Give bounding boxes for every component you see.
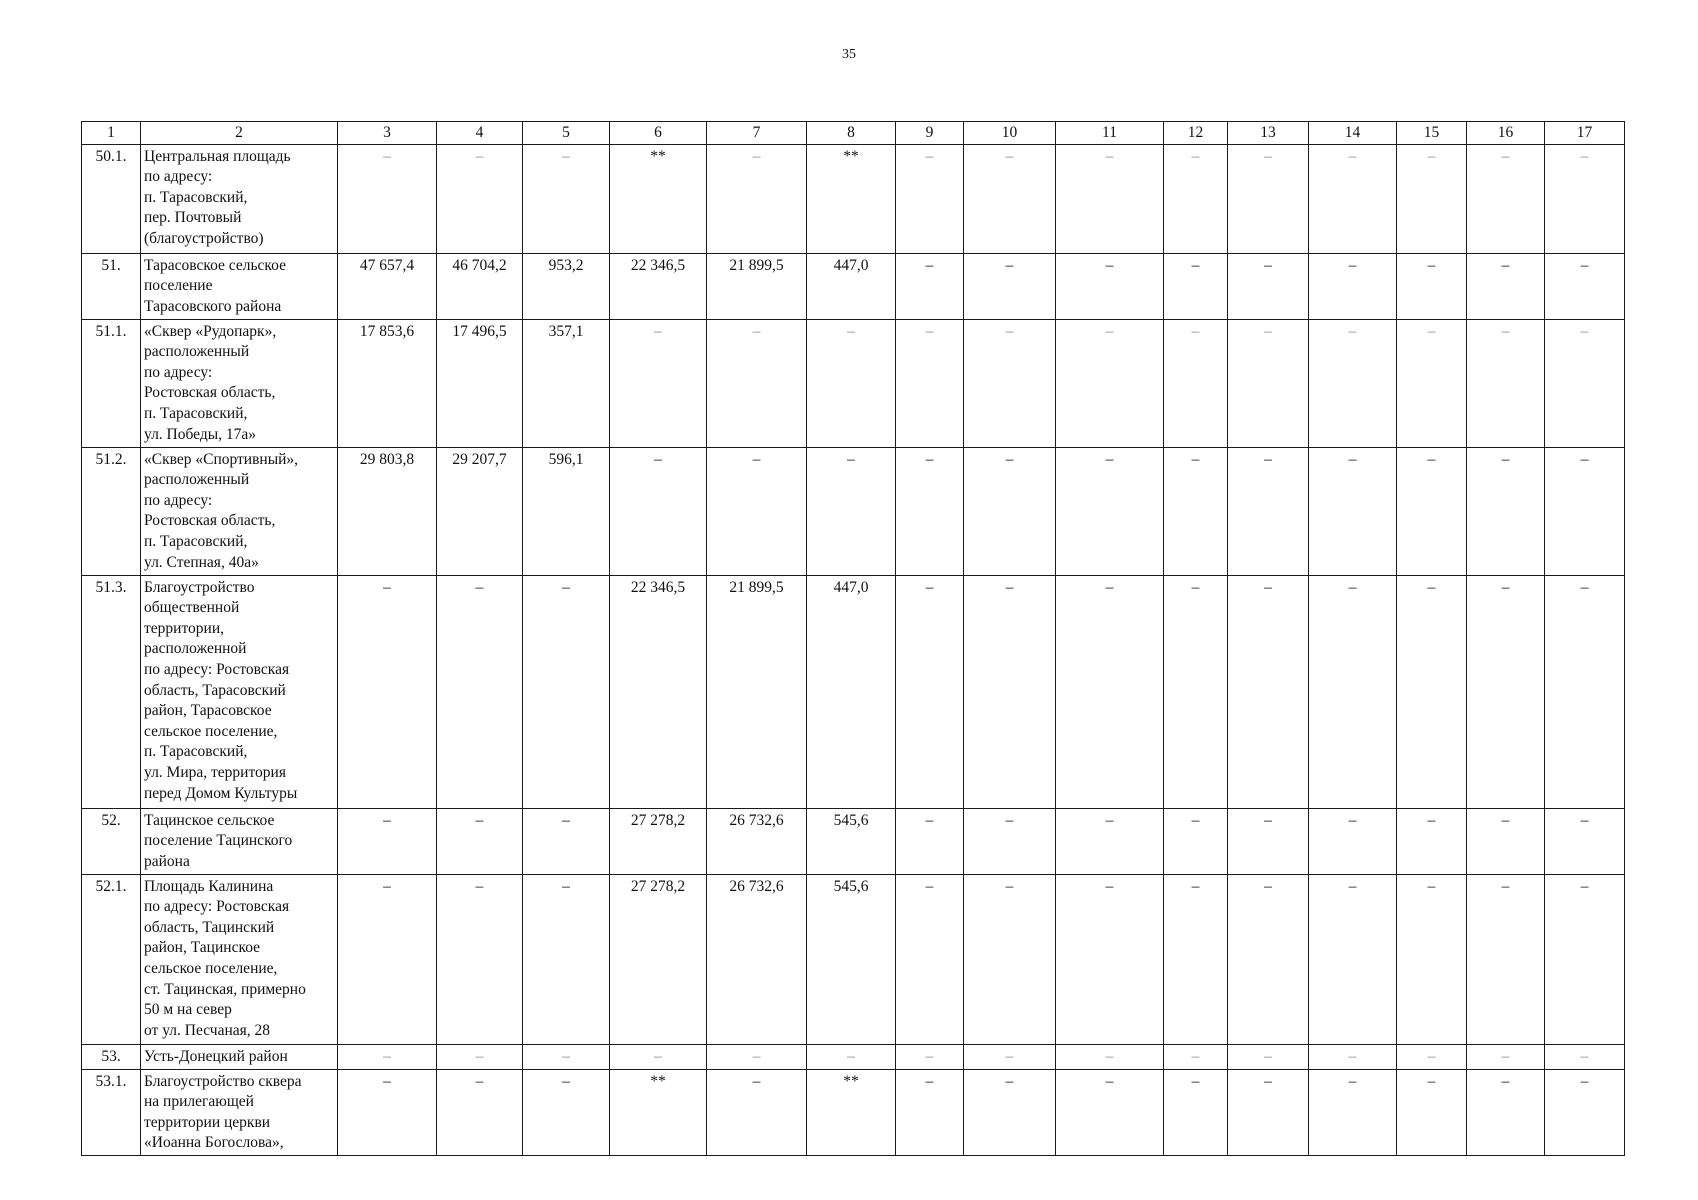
- value-cell: 26 732,6: [707, 874, 807, 1044]
- value-cell: 17 853,6: [338, 319, 437, 447]
- value-cell: –: [1056, 319, 1164, 447]
- value-cell: –: [1228, 874, 1309, 1044]
- value-cell: 26 732,6: [707, 808, 807, 874]
- object-name-line: район, Тарасовское: [144, 702, 272, 720]
- table-row: [82, 319, 1625, 447]
- table-row: [82, 1044, 1625, 1069]
- value-cell: –: [1397, 1069, 1467, 1155]
- value-cell: –: [1397, 144, 1467, 253]
- value-cell: –: [1228, 319, 1309, 447]
- table-row: [82, 1069, 1625, 1155]
- value-cell: –: [707, 1069, 807, 1155]
- object-name-line: сельское поселение,: [144, 959, 278, 977]
- object-name-line: перед Домом Культуры: [144, 784, 298, 802]
- object-name-line: по адресу: Ростовская: [144, 660, 290, 678]
- table-row: [82, 874, 1625, 1044]
- value-cell: –: [1545, 253, 1625, 319]
- value-cell: 29 207,7: [437, 447, 523, 575]
- object-name-line: ул. Степная, 40а»: [144, 553, 259, 571]
- row-number-cell: 53.: [82, 1044, 141, 1069]
- table-row: [82, 253, 1625, 319]
- value-cell: –: [1467, 1044, 1545, 1069]
- value-cell: –: [1164, 253, 1228, 319]
- object-name-line: Центральная площадь: [144, 147, 291, 165]
- header-cell: 7: [707, 122, 807, 145]
- value-cell: 47 657,4: [338, 253, 437, 319]
- object-name-line: общественной: [144, 599, 240, 617]
- value-cell: –: [1545, 144, 1625, 253]
- header-cell: 6: [610, 122, 707, 145]
- value-cell: –: [1545, 575, 1625, 808]
- object-name-line: района: [144, 852, 190, 870]
- value-cell: 21 899,5: [707, 575, 807, 808]
- value-cell: –: [1467, 1069, 1545, 1155]
- value-cell: –: [338, 575, 437, 808]
- object-name-line: Усть-Донецкий район: [144, 1047, 288, 1065]
- value-cell: –: [707, 319, 807, 447]
- table-row: [82, 144, 1625, 253]
- value-cell: –: [1467, 447, 1545, 575]
- value-cell: –: [1309, 1044, 1397, 1069]
- value-cell: 22 346,5: [610, 253, 707, 319]
- value-cell: –: [896, 447, 964, 575]
- object-name-line: по адресу:: [144, 168, 213, 186]
- value-cell: –: [1467, 874, 1545, 1044]
- value-cell: **: [807, 144, 896, 253]
- value-cell: –: [964, 253, 1056, 319]
- object-name-line: Ростовская область,: [144, 512, 276, 530]
- value-cell: –: [896, 808, 964, 874]
- value-cell: **: [610, 144, 707, 253]
- value-cell: –: [1397, 575, 1467, 808]
- object-name-line: по адресу: Ростовская: [144, 898, 290, 916]
- value-cell: –: [896, 575, 964, 808]
- object-name-line: ул. Победы, 17а»: [144, 425, 257, 443]
- value-cell: –: [1397, 319, 1467, 447]
- object-name-line: ул. Мира, территория: [144, 763, 286, 781]
- value-cell: –: [1228, 575, 1309, 808]
- object-name-line: от ул. Песчаная, 28: [144, 1021, 271, 1039]
- value-cell: –: [1164, 575, 1228, 808]
- object-name-line: поселение Тацинского: [144, 832, 293, 850]
- object-name-cell: [141, 319, 338, 447]
- object-name-cell: [141, 575, 338, 808]
- header-cell: 16: [1467, 122, 1545, 145]
- header-cell: 13: [1228, 122, 1309, 145]
- value-cell: –: [523, 874, 610, 1044]
- value-cell: –: [807, 319, 896, 447]
- value-cell: –: [437, 144, 523, 253]
- value-cell: –: [1309, 319, 1397, 447]
- value-cell: –: [1056, 808, 1164, 874]
- object-name-line: Тарасовское сельское: [144, 256, 286, 274]
- value-cell: –: [338, 1044, 437, 1069]
- value-cell: –: [1397, 874, 1467, 1044]
- data-table: [81, 121, 1625, 1156]
- value-cell: –: [437, 874, 523, 1044]
- value-cell: –: [1228, 1044, 1309, 1069]
- row-number-cell: 51.: [82, 253, 141, 319]
- value-cell: –: [964, 319, 1056, 447]
- row-number-cell: 53.1.: [82, 1069, 141, 1155]
- object-name-line: область, Тацинский: [144, 918, 275, 936]
- value-cell: –: [1056, 447, 1164, 575]
- object-name-cell: [141, 144, 338, 253]
- object-name-line: Благоустройство: [144, 578, 255, 596]
- value-cell: –: [1164, 447, 1228, 575]
- value-cell: **: [610, 1069, 707, 1155]
- object-name-line: территории,: [144, 619, 224, 637]
- value-cell: –: [1056, 575, 1164, 808]
- row-number-cell: 52.1.: [82, 874, 141, 1044]
- object-name-line: 50 м на север: [144, 1001, 232, 1019]
- object-name-line: п. Тарасовский,: [144, 743, 248, 761]
- value-cell: –: [1228, 808, 1309, 874]
- object-name-line: Тарасовского района: [144, 297, 282, 315]
- value-cell: **: [807, 1069, 896, 1155]
- value-cell: –: [964, 874, 1056, 1044]
- header-cell: 10: [964, 122, 1056, 145]
- row-number-cell: 51.2.: [82, 447, 141, 575]
- value-cell: 27 278,2: [610, 808, 707, 874]
- value-cell: –: [807, 1044, 896, 1069]
- value-cell: –: [1309, 874, 1397, 1044]
- header-cell: 5: [523, 122, 610, 145]
- value-cell: 357,1: [523, 319, 610, 447]
- header-cell: 17: [1545, 122, 1625, 145]
- value-cell: –: [807, 447, 896, 575]
- value-cell: –: [523, 1044, 610, 1069]
- header-cell: 9: [896, 122, 964, 145]
- page-number: 35: [842, 47, 856, 62]
- value-cell: –: [1164, 1044, 1228, 1069]
- value-cell: –: [1056, 144, 1164, 253]
- value-cell: –: [1056, 874, 1164, 1044]
- value-cell: –: [1467, 575, 1545, 808]
- value-cell: –: [964, 144, 1056, 253]
- value-cell: –: [896, 253, 964, 319]
- object-name-cell: [141, 808, 338, 874]
- value-cell: –: [964, 575, 1056, 808]
- value-cell: –: [523, 808, 610, 874]
- object-name-cell: [141, 1044, 338, 1069]
- value-cell: 447,0: [807, 253, 896, 319]
- object-name-line: «Иоанна Богослова»,: [144, 1134, 284, 1152]
- value-cell: 447,0: [807, 575, 896, 808]
- object-name-line: на прилегающей: [144, 1093, 254, 1111]
- header-row: [82, 122, 1625, 145]
- value-cell: –: [610, 319, 707, 447]
- object-name-line: Тацинское сельское: [144, 811, 275, 829]
- value-cell: –: [1228, 144, 1309, 253]
- table-row: [82, 447, 1625, 575]
- value-cell: 29 803,8: [338, 447, 437, 575]
- value-cell: 21 899,5: [707, 253, 807, 319]
- object-name-line: Площадь Калинина: [144, 877, 274, 895]
- value-cell: –: [1467, 808, 1545, 874]
- value-cell: –: [896, 1044, 964, 1069]
- object-name-line: пер. Почтовый: [144, 209, 242, 227]
- row-number-cell: 52.: [82, 808, 141, 874]
- value-cell: –: [1397, 447, 1467, 575]
- value-cell: –: [1056, 253, 1164, 319]
- value-cell: –: [707, 144, 807, 253]
- object-name-line: область, Тарасовский: [144, 681, 286, 699]
- table-body: [82, 144, 1625, 1155]
- value-cell: –: [523, 1069, 610, 1155]
- value-cell: –: [1397, 1044, 1467, 1069]
- value-cell: –: [1056, 1044, 1164, 1069]
- value-cell: 27 278,2: [610, 874, 707, 1044]
- object-name-cell: [141, 1069, 338, 1155]
- value-cell: –: [1467, 319, 1545, 447]
- row-number-cell: 51.1.: [82, 319, 141, 447]
- value-cell: –: [1545, 1044, 1625, 1069]
- header-cell: 15: [1397, 122, 1467, 145]
- table-row: [82, 808, 1625, 874]
- object-name-line: расположенной: [144, 640, 247, 658]
- value-cell: –: [523, 575, 610, 808]
- value-cell: –: [1228, 253, 1309, 319]
- value-cell: –: [437, 575, 523, 808]
- value-cell: –: [437, 1044, 523, 1069]
- value-cell: –: [1164, 144, 1228, 253]
- object-name-line: расположенный: [144, 343, 250, 361]
- value-cell: –: [1545, 1069, 1625, 1155]
- value-cell: –: [896, 319, 964, 447]
- value-cell: 596,1: [523, 447, 610, 575]
- object-name-line: ст. Тацинская, примерно: [144, 980, 306, 998]
- value-cell: 545,6: [807, 808, 896, 874]
- value-cell: –: [1228, 447, 1309, 575]
- value-cell: –: [1545, 447, 1625, 575]
- value-cell: –: [1309, 447, 1397, 575]
- value-cell: 22 346,5: [610, 575, 707, 808]
- value-cell: –: [964, 808, 1056, 874]
- value-cell: –: [1164, 874, 1228, 1044]
- value-cell: –: [1309, 575, 1397, 808]
- value-cell: –: [338, 808, 437, 874]
- header-cell: 8: [807, 122, 896, 145]
- value-cell: –: [338, 144, 437, 253]
- value-cell: –: [1309, 144, 1397, 253]
- value-cell: –: [1228, 1069, 1309, 1155]
- object-name-line: район, Тацинское: [144, 939, 261, 957]
- value-cell: –: [1545, 808, 1625, 874]
- value-cell: –: [1309, 808, 1397, 874]
- object-name-line: Благоустройство сквера: [144, 1072, 302, 1090]
- value-cell: –: [1467, 253, 1545, 319]
- value-cell: 545,6: [807, 874, 896, 1044]
- value-cell: –: [707, 447, 807, 575]
- object-name-line: «Сквер «Рудопарк»,: [144, 322, 277, 340]
- object-name-line: (благоустройство): [144, 229, 264, 247]
- value-cell: –: [1309, 253, 1397, 319]
- row-number-cell: 50.1.: [82, 144, 141, 253]
- value-cell: –: [1309, 1069, 1397, 1155]
- header-cell: 14: [1309, 122, 1397, 145]
- value-cell: –: [610, 447, 707, 575]
- object-name-line: сельское поселение,: [144, 722, 278, 740]
- object-name-line: Ростовская область,: [144, 384, 276, 402]
- object-name-line: п. Тарасовский,: [144, 188, 248, 206]
- value-cell: –: [523, 144, 610, 253]
- value-cell: –: [896, 144, 964, 253]
- header-cell: 11: [1056, 122, 1164, 145]
- value-cell: 46 704,2: [437, 253, 523, 319]
- value-cell: –: [707, 1044, 807, 1069]
- value-cell: –: [1545, 874, 1625, 1044]
- value-cell: –: [1164, 808, 1228, 874]
- value-cell: –: [1164, 1069, 1228, 1155]
- table-row: [82, 575, 1625, 808]
- value-cell: –: [1545, 319, 1625, 447]
- row-number-cell: 51.3.: [82, 575, 141, 808]
- value-cell: –: [896, 874, 964, 1044]
- value-cell: –: [338, 1069, 437, 1155]
- value-cell: –: [1397, 253, 1467, 319]
- value-cell: –: [610, 1044, 707, 1069]
- header-cell: 2: [141, 122, 338, 145]
- value-cell: –: [1397, 808, 1467, 874]
- value-cell: –: [1056, 1069, 1164, 1155]
- value-cell: –: [437, 1069, 523, 1155]
- value-cell: –: [964, 1069, 1056, 1155]
- header-cell: 1: [82, 122, 141, 145]
- header-cell: 12: [1164, 122, 1228, 145]
- value-cell: 953,2: [523, 253, 610, 319]
- object-name-line: «Сквер «Спортивный»,: [144, 450, 299, 468]
- object-name-line: по адресу:: [144, 491, 213, 509]
- object-name-line: по адресу:: [144, 363, 213, 381]
- value-cell: 17 496,5: [437, 319, 523, 447]
- value-cell: –: [896, 1069, 964, 1155]
- object-name-line: расположенный: [144, 471, 250, 489]
- header-cell: 4: [437, 122, 523, 145]
- object-name-cell: [141, 447, 338, 575]
- value-cell: –: [964, 447, 1056, 575]
- object-name-line: п. Тарасовский,: [144, 532, 248, 550]
- header-cell: 3: [338, 122, 437, 145]
- value-cell: –: [1164, 319, 1228, 447]
- object-name-cell: [141, 253, 338, 319]
- value-cell: –: [437, 808, 523, 874]
- value-cell: –: [338, 874, 437, 1044]
- object-name-line: территории церкви: [144, 1113, 271, 1131]
- object-name-cell: [141, 874, 338, 1044]
- object-name-line: поселение: [144, 277, 213, 295]
- object-name-line: п. Тарасовский,: [144, 404, 248, 422]
- value-cell: –: [964, 1044, 1056, 1069]
- value-cell: –: [1467, 144, 1545, 253]
